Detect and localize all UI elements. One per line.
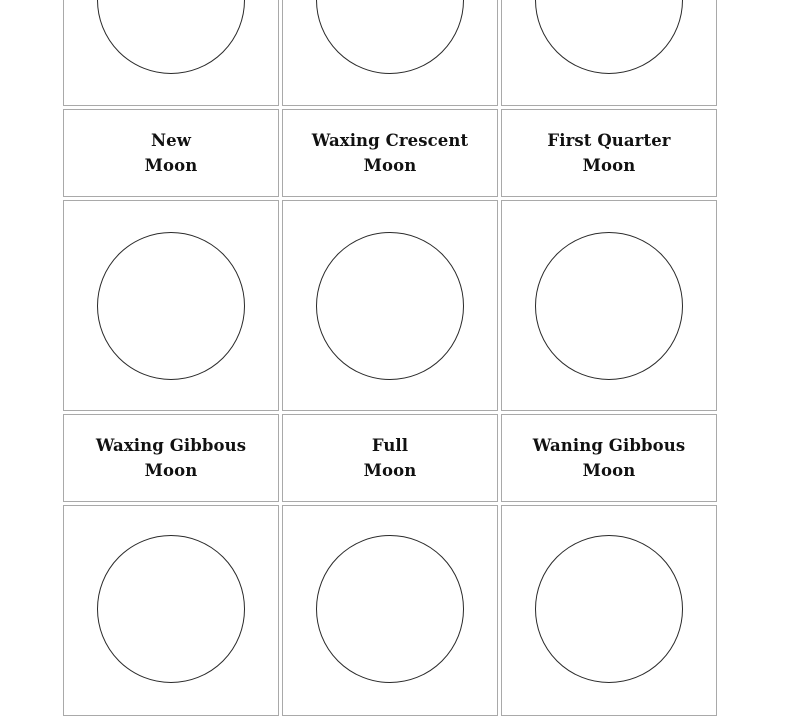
moon-circle-blank [97, 0, 245, 74]
moon-circle-blank [97, 535, 245, 683]
phase-name: Waxing Crescent [311, 131, 469, 150]
label-waxing-gibbous [63, 414, 279, 502]
label-waxing-crescent [282, 109, 498, 197]
drawing-box-waxing-crescent [282, 200, 498, 411]
moon-circle-blank [97, 232, 245, 380]
drawing-box-new-moon [63, 200, 279, 411]
moon-circle-blank [535, 0, 683, 74]
phase-suffix: Moon [363, 461, 417, 480]
moon-circle-blank [535, 232, 683, 380]
moon-circle-blank [535, 535, 683, 683]
drawing-box-top-3 [501, 0, 717, 106]
label-waning-gibbous [501, 414, 717, 502]
phase-name: New [150, 131, 192, 150]
moon-circle-blank [316, 232, 464, 380]
phase-suffix: Moon [582, 461, 636, 480]
phase-suffix: Moon [582, 156, 636, 175]
label-full-moon [282, 414, 498, 502]
phase-suffix: Moon [144, 461, 198, 480]
drawing-box-first-quarter [501, 200, 717, 411]
moon-phase-grid [63, 0, 717, 716]
phase-suffix: Moon [144, 156, 198, 175]
drawing-box-full-moon [282, 505, 498, 716]
label-first-quarter [501, 109, 717, 197]
worksheet-page [63, 0, 717, 678]
phase-name: Full [371, 436, 409, 455]
drawing-box-top-1 [63, 0, 279, 106]
moon-circle-blank [316, 535, 464, 683]
moon-circle-blank [316, 0, 464, 74]
drawing-box-waning-gibbous [501, 505, 717, 716]
drawing-box-top-2 [282, 0, 498, 106]
phase-name: Waxing Gibbous [95, 436, 247, 455]
phase-suffix: Moon [363, 156, 417, 175]
label-new-moon [63, 109, 279, 197]
drawing-box-waxing-gibbous [63, 505, 279, 716]
phase-name: First Quarter [547, 131, 671, 150]
phase-name: Waning Gibbous [532, 436, 686, 455]
